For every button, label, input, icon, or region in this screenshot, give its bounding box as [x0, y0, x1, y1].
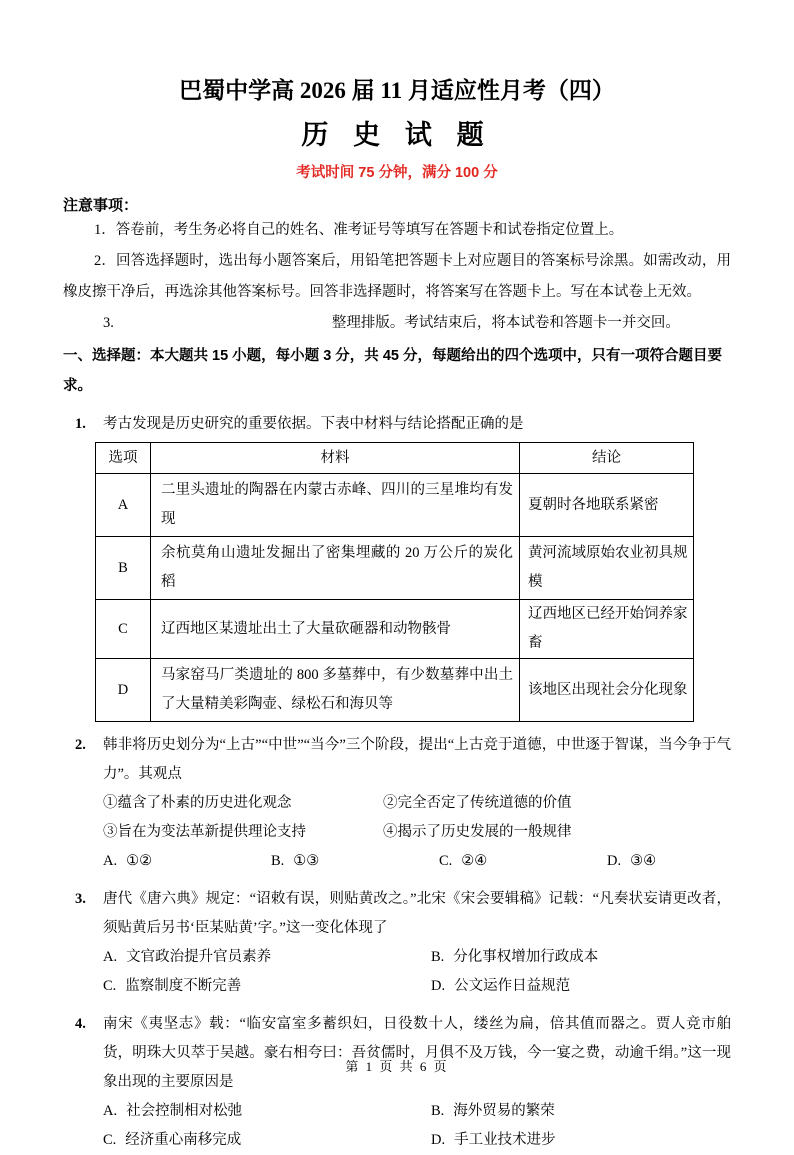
question-3-stem: 唐代《唐六典》规定：“诏敕有误，则贴黄改之。”北宋《宋会要辑稿》记载：“凡奏状妄请更改者，须贴黄后另书‘臣某贴黄’字。”这一变化体现了	[103, 891, 731, 936]
question-2-statements	[103, 789, 731, 847]
question-3-body	[103, 885, 731, 1001]
option-c-text: 经济重心南移完成	[125, 1132, 242, 1148]
option-b-text: 海外贸易的繁荣	[453, 1103, 555, 1119]
question-2-number: 2.	[75, 737, 86, 753]
option-c-label: C.	[103, 978, 117, 994]
option-d-label: D.	[607, 853, 622, 869]
question-3	[63, 885, 731, 1001]
statement-2: ②完全否定了传统道德的价值	[383, 795, 572, 811]
option-c-label: C.	[439, 853, 453, 869]
notice-section	[63, 196, 731, 339]
notice-heading: 注意事项：	[63, 197, 139, 214]
exam-duration-score: 考试时间 75 分钟，满分 100 分	[296, 165, 498, 181]
question-2-body	[103, 731, 731, 876]
table-cell: 辽西地区某遗址出土了大量砍砸器和动物骸骨	[151, 600, 520, 659]
notice-item-3	[63, 308, 731, 339]
option-a-text: 文官政治提升官员素养	[126, 949, 272, 965]
table-cell: C	[96, 600, 151, 659]
notice-item-3-number: 3.	[103, 315, 114, 331]
option-a	[103, 847, 271, 876]
option-b-label: B.	[271, 853, 285, 869]
statement-4: ④揭示了历史发展的一般规律	[383, 824, 572, 840]
option-d	[431, 1126, 731, 1155]
option-c-label: C.	[103, 1132, 117, 1148]
notice-item-2: 2．回答选择题时，选出每小题答案后，用铅笔把答题卡上对应题目的答案标号涂黑。如需改动，用橡皮擦干净后，再选涂其他答案标号。回答非选择题时，将答案写在答题卡上。写在本试卷上无效。	[63, 253, 731, 300]
question-4-stem: 南宋《夷坚志》载：“临安富室多蓄织妇，日役数十人，缕丝为扁，倍其值而器之。贾人竞市舶货，明珠大贝萃于吴越。豪右相夸曰：吾贫儒时，月俱不及万钱，今一宴之费，动逾千绢。”这一现象出现的主要原因是	[103, 1016, 731, 1090]
option-a	[103, 943, 431, 972]
option-c	[439, 847, 607, 876]
question-2	[63, 731, 731, 876]
question-4	[63, 1010, 731, 1155]
table-row-b	[96, 537, 694, 600]
option-d-text: ③④	[630, 853, 657, 869]
option-b	[431, 943, 731, 972]
option-d-label: D.	[431, 978, 446, 994]
option-d-label: D.	[431, 1132, 446, 1148]
option-d	[431, 972, 731, 1001]
option-c	[103, 972, 431, 1001]
option-b-label: B.	[431, 1103, 445, 1119]
notice-item-3-text: 整理排版。考试结束后，将本试卷和答题卡一并交回。	[331, 315, 680, 331]
table-cell: A	[96, 474, 151, 537]
option-b	[431, 1097, 731, 1126]
question-1	[63, 410, 731, 722]
table-header-option: 选项	[96, 443, 151, 474]
question-4-body	[103, 1010, 731, 1155]
table-header-material: 材料	[151, 443, 520, 474]
option-b-text: 分化事权增加行政成本	[453, 949, 599, 965]
option-b-label: B.	[431, 949, 445, 965]
table-cell: B	[96, 537, 151, 600]
subject-title: 历 史 试 题	[301, 120, 493, 150]
notice-item-1: 1．答卷前，考生务必将自己的姓名、准考证号等填写在答题卡和试卷指定位置上。	[94, 222, 624, 238]
option-b	[271, 847, 439, 876]
table-cell: 该地区出现社会分化现象	[520, 659, 694, 722]
question-2-options	[103, 847, 731, 876]
option-c-text: 监察制度不断完善	[125, 978, 242, 994]
table-header-row	[96, 443, 694, 474]
option-a-text: ①②	[126, 853, 153, 869]
table-cell: 黄河流域原始农业初具规模	[520, 537, 694, 600]
option-a-label: A.	[103, 949, 118, 965]
option-a-label: A.	[103, 1103, 118, 1119]
table-cell: 辽西地区已经开始饲养家畜	[520, 600, 694, 659]
option-a	[103, 1097, 431, 1126]
page-footer: 第 1 页 共 6 页	[345, 1059, 449, 1074]
materials-table	[95, 442, 694, 722]
question-1-body	[103, 410, 731, 439]
option-a-text: 社会控制相对松弛	[126, 1103, 243, 1119]
statement-3: ③旨在为变法革新提供理论支持	[103, 824, 306, 840]
table-cell: D	[96, 659, 151, 722]
question-1-number: 1.	[75, 416, 86, 432]
question-3-options	[103, 943, 731, 1001]
table-cell: 余杭莫角山遗址发掘出了密集埋藏的 20 万公斤的炭化稻	[151, 537, 520, 600]
table-cell: 夏朝时各地联系紧密	[520, 474, 694, 537]
question-4-number: 4.	[75, 1016, 86, 1032]
exam-title: 巴蜀中学高 2026 届 11 月适应性月考（四）	[179, 78, 615, 103]
question-2-stem: 韩非将历史划分为“上古”“中世”“当今”三个阶段，提出“上古竞于道德，中世逐于智谋，当今争于气力”。其观点	[103, 737, 731, 782]
section-heading: 一、选择题：本大题共 15 小题，每小题 3 分，共 45 分，每题给出的四个选项中，只有一项符合题目要求。	[63, 348, 722, 394]
table-cell: 马家窑马厂类遗址的 800 多墓葬中，有少数墓葬中出土了大量精美彩陶壶、绿松石和海贝等	[151, 659, 520, 722]
option-a-label: A.	[103, 853, 118, 869]
option-c	[103, 1126, 431, 1155]
table-row-c	[96, 600, 694, 659]
question-3-number: 3.	[75, 891, 86, 907]
table-header-conclusion: 结论	[520, 443, 694, 474]
option-d	[607, 847, 731, 876]
statement-1: ①蕴含了朴素的历史进化观念	[103, 795, 292, 811]
question-1-stem: 考古发现是历史研究的重要依据。下表中材料与结论搭配正确的是	[103, 416, 524, 432]
table-cell: 二里头遗址的陶器在内蒙古赤峰、四川的三星堆均有发现	[151, 474, 520, 537]
option-d-text: 公文运作日益规范	[454, 978, 571, 994]
question-4-options	[103, 1097, 731, 1155]
table-row-a	[96, 474, 694, 537]
option-d-text: 手工业技术进步	[454, 1132, 556, 1148]
option-c-text: ②④	[461, 853, 488, 869]
table-row-d	[96, 659, 694, 722]
option-b-text: ①③	[293, 853, 320, 869]
